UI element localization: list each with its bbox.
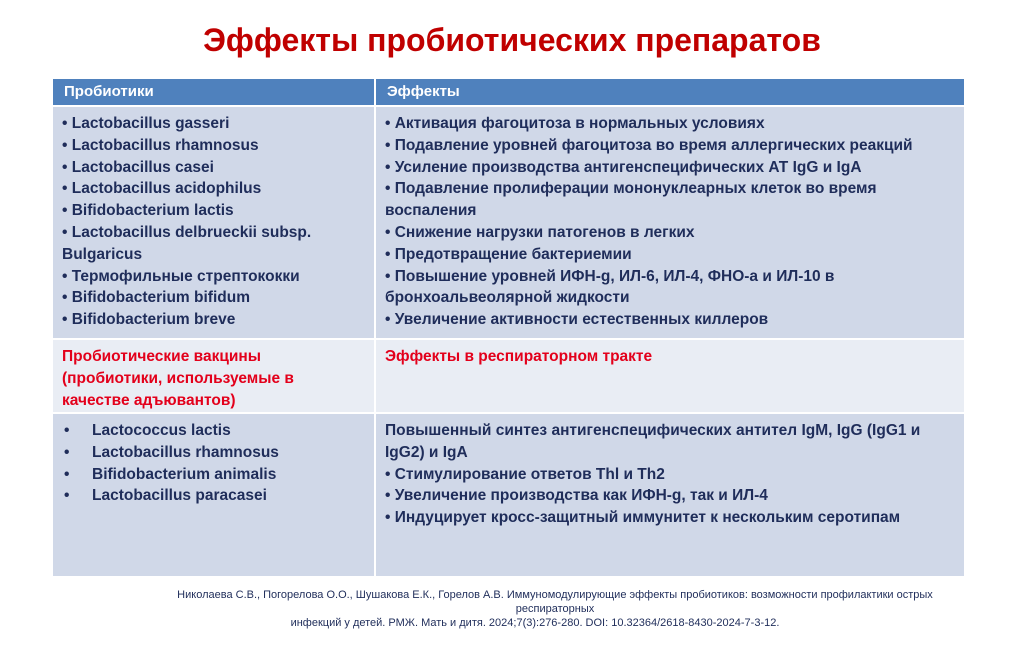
list-item: [62, 464, 366, 486]
bullet-icon: •: [64, 422, 70, 439]
table-row: [53, 414, 964, 578]
list-item-text: Lactobacillus rhamnosus: [92, 443, 279, 461]
list-item: • Bifidobacterium lactis: [62, 202, 234, 220]
vaccines-heading: [53, 340, 374, 411]
list-item: • Lactobacillus casei: [62, 158, 214, 176]
table-header-row: [53, 79, 964, 107]
list-item-continuation: воспаления: [385, 202, 477, 220]
list-item: • Увеличение производства как ИФН-g, так и ИЛ-4: [385, 487, 768, 505]
list-item: • Bifidobacterium breve: [62, 311, 236, 329]
effects-list: [376, 107, 964, 331]
table-row: [53, 107, 964, 340]
list-item: • Bifidobacterium bifidum: [62, 289, 250, 307]
list-item: • Стимулирование ответов Thl и Th2: [385, 465, 665, 483]
list-item: • Предотвращение бактериемии: [385, 245, 632, 263]
probiotics-list: [53, 107, 374, 331]
citation-line-1: Николаева С.В., Погорелова О.О., Шушакова Е.К., Горелов А.В. Иммуномодулирующие эффекты пробиотиков: возможности профилактики острых респираторных: [177, 589, 933, 615]
list-item: Повышенный синтез антигенспецифических антител IgM, IgG (IgG1 и: [385, 422, 921, 439]
list-item: [62, 485, 366, 507]
list-item: • Усиление производства антигенспецифических АТ IgG и IgA: [385, 158, 862, 176]
list-item-text: Bifidobacterium animalis: [92, 465, 277, 483]
respiratory-effects-heading-cell: [376, 340, 964, 414]
table-row-subheader: [53, 340, 964, 414]
list-item: • Индуцирует кросс-защитный иммунитет к нескольким серотипам: [385, 509, 901, 527]
list-item: • Lactobacillus gasseri: [62, 115, 230, 132]
vaccine-effects-list: [376, 414, 964, 529]
bullet-icon: •: [64, 487, 70, 505]
list-item-continuation: Bulgaricus: [62, 245, 143, 263]
list-item: [62, 420, 366, 442]
citation: [100, 588, 970, 630]
respiratory-effects-heading: [376, 340, 964, 368]
list-item: • Подавление пролиферации мононуклеарных клеток во время: [385, 180, 877, 198]
bullet-icon: •: [64, 443, 70, 461]
citation-line-2: инфекций у детей. РМЖ. Мать и дитя. 2024;7(3):276-280. DOI: 10.32364/2618-8430-2024-7-3-12.: [290, 617, 780, 629]
list-item-continuation: IgG2) и IgA: [385, 443, 468, 461]
slide-title: Эффекты пробиотических препаратов: [203, 22, 821, 58]
list-item: • Повышение уровней ИФН-g, ИЛ-6, ИЛ-4, ФНО-а и ИЛ-10 в: [385, 267, 835, 285]
list-item: [62, 442, 366, 464]
header-effects: Эффекты: [376, 79, 964, 107]
list-item: • Активация фагоцитоза в нормальных условиях: [385, 115, 765, 132]
heading-line: (пробиотики, используемые в: [62, 369, 294, 387]
effects-cell: [376, 107, 964, 340]
heading-line: Пробиотические вакцины: [62, 348, 261, 365]
list-item-text: Lactobacillus paracasei: [92, 487, 267, 505]
heading-line: Эффекты в респираторном тракте: [385, 348, 653, 365]
list-item: • Lactobacillus rhamnosus: [62, 136, 259, 154]
vaccine-probiotics-list: [53, 414, 374, 507]
header-probiotics: Пробиотики: [53, 79, 376, 107]
list-item: • Lactobacillus delbrueckii subsp.: [62, 223, 312, 241]
bullet-icon: •: [64, 465, 70, 483]
list-item: • Термофильные стрептококки: [62, 267, 300, 285]
vaccine-probiotics-cell: [53, 414, 376, 578]
list-item: • Увеличение активности естественных киллеров: [385, 311, 769, 329]
list-item: • Подавление уровней фагоцитоза во время аллергических реакций: [385, 136, 913, 154]
list-item: • Снижение нагрузки патогенов в легких: [385, 223, 695, 241]
list-item-continuation: бронхоальвеолярной жидкости: [385, 289, 630, 307]
probiotics-effects-table: [53, 79, 964, 578]
vaccines-heading-cell: [53, 340, 376, 414]
probiotics-cell: [53, 107, 376, 340]
vaccine-effects-cell: [376, 414, 964, 578]
heading-line: качестве адъювантов): [62, 391, 236, 409]
list-item: • Lactobacillus acidophilus: [62, 180, 262, 198]
list-item-text: Lactococcus lactis: [92, 422, 231, 439]
